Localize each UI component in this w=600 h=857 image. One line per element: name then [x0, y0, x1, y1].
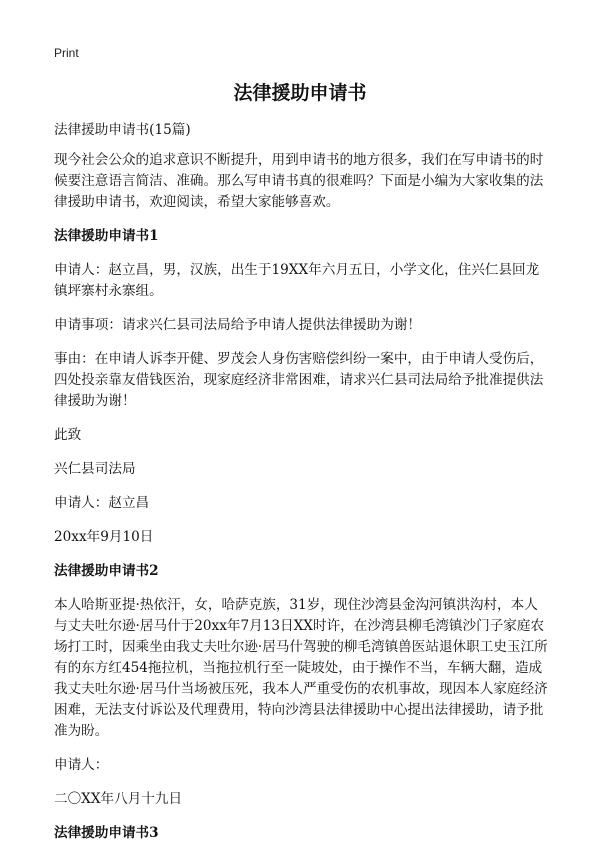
section-1-applicant: 申请人：赵立昌，男，汉族，出生于19XX年六月五日，小学文化，住兴仁县回龙镇坪寨村永寨组。: [54, 262, 540, 299]
print-link[interactable]: Print: [54, 46, 79, 60]
section-2-heading: 法律援助申请书2: [54, 563, 159, 579]
document-subtitle: 法律援助申请书(15篇): [54, 122, 191, 138]
section-1-reason: 事由：在申请人诉李开健、罗茂会人身伤害赔偿纠纷一案中，由于申请人受伤后，四处投亲靠友借钱医治，现家庭经济非常困难，请求兴仁县司法局给予批准提供法律援助为谢！: [54, 351, 544, 409]
document-body: [54, 120, 550, 857]
section-1-signature: 申请人：赵立昌: [54, 495, 150, 511]
section-3-heading: 法律援助申请书3: [54, 825, 159, 841]
section-1-request: 申请事项：请求兴仁县司法局给予申请人提供法律援助为谢！: [54, 317, 422, 333]
section-1-recipient: 兴仁县司法局: [54, 461, 136, 477]
section-2-date: 二〇XX年八月十九日: [54, 791, 183, 807]
section-2-signature: 申请人：: [54, 757, 109, 773]
intro-paragraph: 现今社会公众的追求意识不断提升，用到申请书的地方很多，我们在写申请书的时候要注意语言简洁、准确。那么写申请书真的很难吗？下面是小编为大家收集的法律援助申请书，欢迎阅读，希望大家能够喜欢。: [54, 152, 544, 210]
section-2-body: 本人哈斯亚提·热依汗，女，哈萨克族，31岁，现住沙湾县金沟河镇洪沟村，本人与丈夫吐尔逊·居马什于20xx年7月13日XX时许，在沙湾县柳毛湾镇沙门子家庭农场打工时，因乘坐由我丈夫吐尔逊·居马什驾驶的柳毛湾镇兽医站退休职工史玉江所有的东方红454拖拉机，当拖拉机行至一陡坡处，由于操作不当，车辆大翻，造成我丈夫吐尔逊·居马什当场被压死，我本人严重受伤的农机事故，现因本人家庭经济困难，无法支付诉讼及代理费用，特向沙湾县法律援助中心提出法律援助，请予批准为盼。: [54, 597, 548, 739]
section-1-salutation: 此致: [54, 427, 82, 443]
section-1-heading: 法律援助申请书1: [54, 228, 159, 244]
section-1-date: 20xx年9月10日: [54, 529, 154, 545]
document-title: 法律援助申请书: [233, 82, 367, 104]
